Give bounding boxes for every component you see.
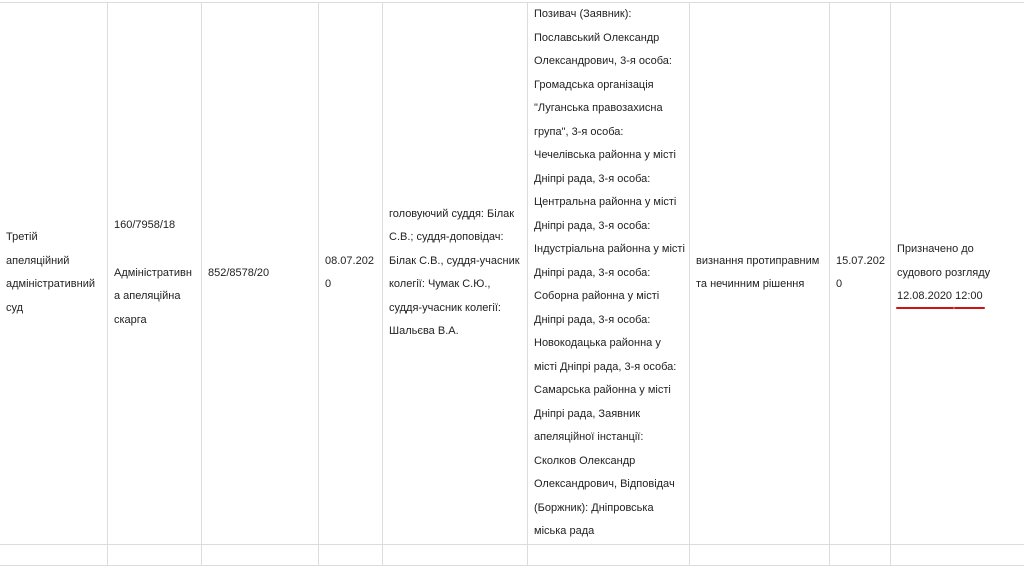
court-cases-table [0, 2, 1024, 566]
subject-cell: визнання протиправним та нечинним рішення [690, 3, 830, 545]
parties-cell: Позивач (Заявник): Пославський Олександр Олександрович, 3-я особа: Громадська організація "Луганська правозахисна група", 3-я особа: Чечелівська районна у місті Дніпрі рада, 3-я особа: Центральна районна у місті Дніпрі рада, 3-я особа: Індустріальна районна у місті Дніпрі рада, 3-я особа: Соборна районна у місті Дніпрі рада, 3-я особа: Новокодацька районна у місті Дніпрі рада, 3-я особа: Самарська районна у місті Дніпрі рада, Заявник апеляційної інстанції: Сколков Олександр Олександрович, Відповідач (Боржник): Дніпровська міська рада [528, 3, 690, 545]
hearing-time: 12:00 [955, 285, 983, 309]
appeal-type: Адміністративна апеляційна скарга [114, 262, 197, 333]
case-number: 160/7958/18 [114, 214, 197, 238]
status-text: Призначено до судового розгляду [897, 243, 990, 279]
table-row [0, 3, 1024, 545]
table-row [0, 544, 1024, 565]
hearing-date: 12.08.2020 [897, 285, 952, 309]
judges-cell: головуючий суддя: Білак С.В.; суддя-доповідач: Білак С.В., суддя-учасник колегії: Чумак С.Ю., суддя-учасник колегії: Шальєва В.А. [383, 3, 528, 545]
proceeding-number-cell: 852/8578/20 [202, 3, 319, 545]
case-info-cell [108, 3, 202, 545]
status-cell [891, 3, 1024, 545]
court-name-cell: Третій апеляційний адміністративний суд [0, 3, 108, 545]
registration-date-cell: 08.07.2020 [319, 3, 383, 545]
status-date-cell: 15.07.2020 [830, 3, 891, 545]
